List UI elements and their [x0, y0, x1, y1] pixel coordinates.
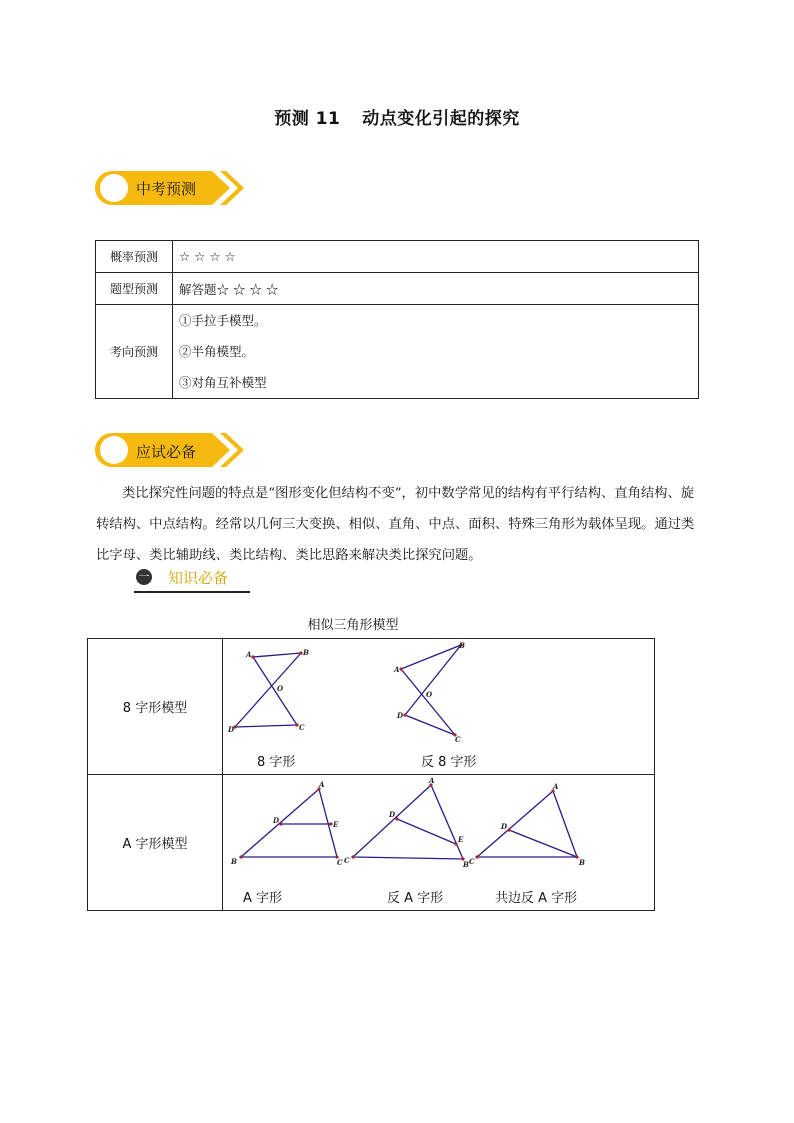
triangle-abc-rev [353, 785, 463, 859]
label-a: A [319, 780, 325, 789]
point-b [239, 855, 242, 858]
label-e: E [333, 820, 339, 829]
row-label: 考向预测 [96, 305, 173, 399]
model-figures-cell [223, 639, 655, 775]
label-c-rev: C [344, 856, 350, 865]
figure-caption-a: A 字形 [243, 891, 283, 906]
label-a-rev: A [394, 665, 400, 674]
label-c-rev: C [455, 735, 461, 744]
knowledge-heading [134, 565, 250, 595]
model-label: A 字形模型 [88, 775, 223, 911]
point-a [251, 655, 254, 658]
point-d-common [507, 828, 510, 831]
segment-dc [235, 725, 297, 727]
label-d-rev: D [397, 711, 404, 720]
label-b-rev: B [459, 641, 465, 650]
label-c: C [337, 858, 343, 867]
label-c-common: C [469, 857, 475, 866]
list-item: ①手拉手模型。 [179, 313, 267, 328]
figure-caption-reverse-a: 反 A 字形 [387, 891, 444, 906]
models-caption: 相似三角形模型 [307, 618, 399, 633]
label-b: B [231, 857, 237, 866]
label-b-rev: B [463, 860, 469, 869]
label-a-common: A [553, 782, 559, 791]
label-a: A [246, 650, 252, 659]
row-label: 概率预测 [96, 241, 173, 273]
title-number: 预测 11 [274, 109, 341, 129]
point-c-rev [351, 855, 354, 858]
forecast-table [95, 240, 699, 399]
model-label: 8 字形模型 [88, 639, 223, 775]
knowledge-title: 知识必备 [168, 569, 229, 587]
figure-caption-8: 8 字形 [257, 755, 296, 770]
label-b-common: B [579, 858, 585, 867]
banner-title-yingshi: 应试必备 [136, 443, 197, 461]
heading-underline [134, 591, 250, 593]
label-d: D [228, 725, 235, 734]
model-figures-cell [223, 775, 655, 911]
point-c-common [475, 855, 478, 858]
label-a-rev: A [429, 776, 435, 785]
row-value: ☆ ☆ ☆ ☆ [173, 241, 699, 273]
point-d-rev [395, 817, 398, 820]
label-e-rev: E [458, 835, 464, 844]
segment-ab [253, 653, 301, 657]
label-d-rev: D [389, 810, 396, 819]
forecast-row-probability [96, 241, 699, 273]
label-b: B [303, 648, 309, 657]
point-d-rev [403, 713, 406, 716]
figure-caption-common-reverse-a: 共边反 A 字形 [495, 891, 578, 906]
triangle-abc [241, 789, 337, 857]
forecast-row-direction [96, 305, 699, 399]
model-row-a [88, 775, 655, 911]
point-d [279, 822, 282, 825]
label-d: D [273, 816, 280, 825]
row-value-list [173, 305, 699, 399]
segment-ac-rev [401, 669, 455, 735]
label-d-common: D [501, 822, 508, 831]
title-text: 动点变化引起的探究 [362, 109, 520, 129]
row-value: 解答题☆ ☆ ☆ ☆ [173, 273, 699, 305]
list-item: ③对角互补模型 [179, 375, 267, 390]
segment-ac [253, 657, 297, 725]
label-o: O [277, 684, 284, 693]
forecast-row-type [96, 273, 699, 305]
page-title [0, 104, 794, 129]
section-number-badge: 一 [136, 569, 152, 585]
intro-paragraph: 类比探究性问题的特点是“图形变化但结构不变”，初中数学常见的结构有平行结构、直角结构、旋转结构、中点结构。经常以几何三大变换、相似、直角、中点、面积、特殊三角形为载体呈现。通过类比字母、类比辅助线、类比结构、类比思路来解决类比探究问题。 [96, 486, 695, 563]
triangle-abc-common [477, 791, 577, 857]
label-c: C [299, 723, 305, 732]
row-label: 题型预测 [96, 273, 173, 305]
model-row-8 [88, 639, 655, 775]
point-a-rev [399, 667, 402, 670]
figure-caption-reverse-8: 反 8 字形 [421, 755, 477, 770]
label-o-rev: O [426, 690, 433, 699]
segment-db-common [509, 830, 577, 857]
list-item: ②半角模型。 [179, 344, 255, 359]
banner-title-zhongkao: 中考预测 [136, 180, 197, 198]
models-table [87, 638, 655, 911]
